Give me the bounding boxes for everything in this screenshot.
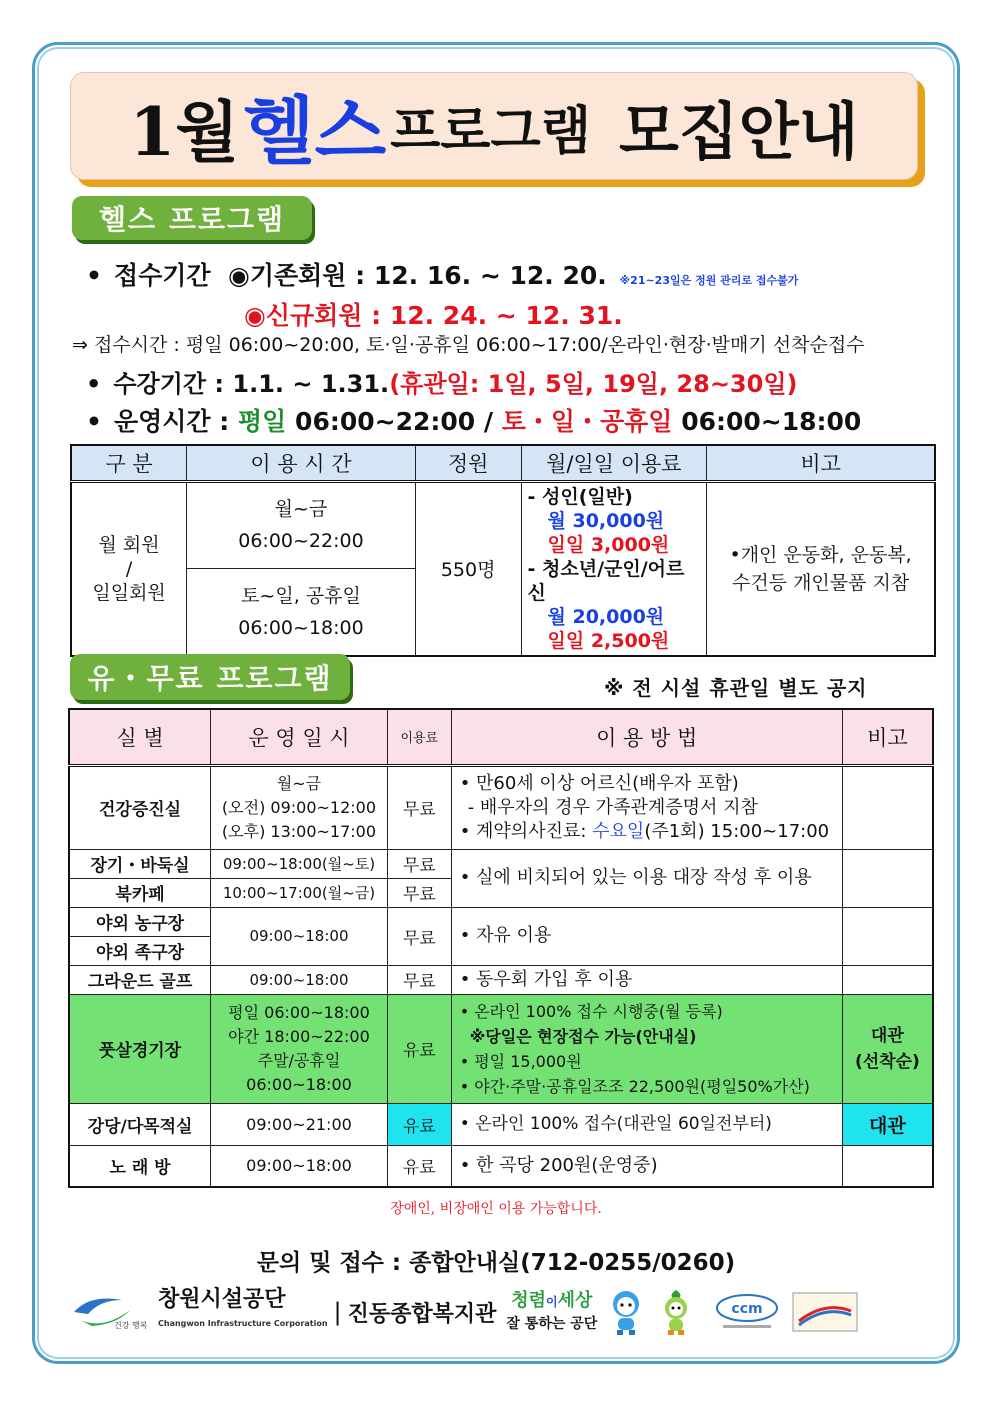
title-month: 1월 xyxy=(129,92,240,171)
header-type: 구 분 xyxy=(71,445,187,481)
room-note xyxy=(842,965,933,994)
center-name: 진동종합복지관 xyxy=(347,1301,497,1327)
room-method: • 만60세 이상 어르신(배우자 포함) - 배우자의 경우 가족관계증명서 지참 • 계약의사진료: 수요일(주1회) 15:00~17:00 xyxy=(451,765,842,849)
registration-existing: • 접수기간 ◉기존회원 : 12. 16. ~ 12. 20. ※21~23일은 정원 관리로 접수불가 xyxy=(86,261,799,290)
health-table-header xyxy=(71,445,935,481)
capacity: 550명 xyxy=(415,481,521,656)
certification-emblem-icon xyxy=(791,1291,859,1333)
room-name: 노 래 방 xyxy=(69,1145,211,1187)
svg-text:건강 행복: 건강 행복 xyxy=(114,1321,148,1330)
existing-note: ※21~23일은 정원 관리로 접수불가 xyxy=(619,274,799,287)
room-name: 북카페 xyxy=(69,878,211,907)
slogan: 청렴이세상 잘 통하는 공단 xyxy=(506,1289,598,1332)
table-row xyxy=(71,481,935,568)
room-fee: 무료 xyxy=(387,849,451,878)
room-fee: 유료 xyxy=(387,994,451,1103)
room-fee: 유료 xyxy=(387,1145,451,1187)
room-schedule: 월~금 (오전) 09:00~12:00 (오후) 13:00~17:00 xyxy=(211,765,388,849)
closure-notice: ※ 전 시설 휴관일 별도 공지 xyxy=(604,676,868,700)
room-note: 대관 xyxy=(842,1103,933,1145)
operating-hours: • 운영시간 : 평일 06:00~22:00 / 토・일・공휴일 06:00~18:00 xyxy=(86,407,862,436)
room-note xyxy=(842,849,933,907)
room-note xyxy=(842,765,933,849)
room-schedule: 09:00~18:00 xyxy=(211,965,388,994)
mascot-green-icon xyxy=(655,1288,697,1336)
contact-info: 문의 및 접수 : 종합안내실(712-0255/0260) xyxy=(256,1250,736,1276)
room-name: 그라운드 골프 xyxy=(69,965,211,994)
table-row xyxy=(69,907,933,936)
room-schedule: 09:00~18:00(월~토) xyxy=(211,849,388,878)
room-method: • 동우회 가입 후 이용 xyxy=(451,965,842,994)
room-note: 대관 (선착순) xyxy=(842,994,933,1103)
room-name: 풋살경기장 xyxy=(69,994,211,1103)
table-row xyxy=(69,765,933,849)
room-method: • 온라인 100% 접수 시행중(월 등록) ※당일은 현장접수 가능(안내실) • 평일 15,000원 • 야간·주말·공휴일조조 22,500원(평일50%가산) xyxy=(451,994,842,1103)
header-fee: 이용료 xyxy=(387,709,451,765)
page-title xyxy=(70,72,918,180)
title-recruit: 모집안내 xyxy=(619,94,859,168)
title-highlight: 헬스 xyxy=(243,89,387,175)
room-fee: 유료 xyxy=(387,1103,451,1145)
room-method: • 한 곡당 200원(운영중) xyxy=(451,1145,842,1187)
registration-time: ⇒ 접수시간 : 평일 06:00~20:00, 토·일·공휴일 06:00~17:00/온라인·현장·발매기 선착순접수 xyxy=(72,334,865,356)
header-time: 이 용 시 간 xyxy=(187,445,416,481)
room-schedule: 09:00~18:00 xyxy=(211,1145,388,1187)
member-type: 월 회원 / 일일회원 xyxy=(71,481,187,656)
room-note xyxy=(842,907,933,965)
room-fee: 무료 xyxy=(387,878,451,907)
title-program: 프로그램 xyxy=(390,100,591,162)
room-name: 야외 농구장 xyxy=(69,907,211,936)
header-method: 이 용 방 법 xyxy=(451,709,842,765)
table-row xyxy=(69,1103,933,1145)
header-room: 실 별 xyxy=(69,709,211,765)
header-schedule: 운 영 일 시 xyxy=(211,709,388,765)
header-note: 비고 xyxy=(842,709,933,765)
header-fee: 월/일일 이용료 xyxy=(521,445,707,481)
room-note xyxy=(842,1145,933,1187)
room-name: 강당/다목적실 xyxy=(69,1103,211,1145)
header-note: 비고 xyxy=(707,445,935,481)
room-schedule: 09:00~18:00 xyxy=(211,907,388,965)
room-method: • 자유 이용 xyxy=(451,907,842,965)
table-row xyxy=(69,1145,933,1187)
table-row xyxy=(69,965,933,994)
ccm-logo-icon xyxy=(709,1291,785,1333)
health-note: •개인 운동화, 운동복, 수건등 개인물품 지참 xyxy=(707,481,935,656)
org-logo-icon xyxy=(70,1290,150,1334)
accessibility-note: 장애인, 비장애인 이용 가능합니다. xyxy=(390,1201,602,1217)
mascot-blue-icon xyxy=(605,1288,647,1336)
weekend-hours: 토~일, 공휴일 06:00~18:00 xyxy=(187,568,416,655)
room-name: 야외 족구장 xyxy=(69,936,211,965)
health-section-tag: 헬스 프로그램 xyxy=(72,196,312,240)
table-row xyxy=(69,849,933,878)
header-capacity: 정원 xyxy=(415,445,521,481)
program-table-header xyxy=(69,709,933,765)
table-row xyxy=(69,994,933,1103)
program-section-tag: 유・무료 프로그램 xyxy=(70,654,350,700)
course-period: • 수강기간 : 1.1. ~ 1.31.(휴관일: 1일, 5일, 19일, 28~30일) xyxy=(86,370,798,398)
svg-text:ccm: ccm xyxy=(731,1301,763,1317)
room-fee: 무료 xyxy=(387,765,451,849)
room-fee: 무료 xyxy=(387,907,451,965)
room-schedule: 평일 06:00~18:00 야간 18:00~22:00 주말/공휴일 06:00~18:00 xyxy=(211,994,388,1103)
footer-logos xyxy=(70,1284,936,1340)
org-name: 창원시설공단 Changwon Infrastructure Corporation xyxy=(158,1287,328,1328)
room-name: 건강증진실 xyxy=(69,765,211,849)
fee-list: - 성인(일반) 월 30,000원 일일 3,000원 - 청소년/군인/어르신 월 20,000원 일일 2,500원 xyxy=(521,481,707,656)
room-schedule: 10:00~17:00(월~금) xyxy=(211,878,388,907)
health-table xyxy=(70,444,936,657)
room-fee: 무료 xyxy=(387,965,451,994)
registration-new: ◉신규회원 : 12. 24. ~ 12. 31. xyxy=(244,301,623,330)
room-method: • 실에 비치되어 있는 이용 대장 작성 후 이용 xyxy=(451,849,842,907)
room-method: • 온라인 100% 접수(대관일 60일전부터) xyxy=(451,1103,842,1145)
program-table xyxy=(68,708,934,1188)
weekday-hours: 월~금 06:00~22:00 xyxy=(187,481,416,568)
room-name: 장기・바둑실 xyxy=(69,849,211,878)
room-schedule: 09:00~21:00 xyxy=(211,1103,388,1145)
org-separator: | xyxy=(333,1298,342,1326)
